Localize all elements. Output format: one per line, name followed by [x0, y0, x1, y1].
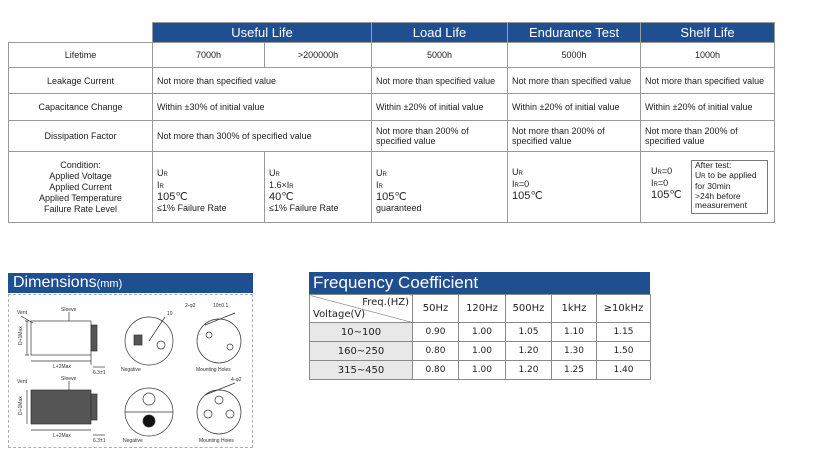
note-line: U [695, 169, 702, 180]
current-subscript: R [289, 183, 294, 190]
current-subscript: R [159, 183, 164, 190]
dimensions-svg [9, 295, 254, 449]
voltage-subscript: R [518, 171, 523, 177]
after-test-note [691, 160, 768, 214]
voltage-equals: =0 [661, 166, 673, 177]
voltage-value: U [376, 167, 383, 178]
temp-value: 105℃ [651, 189, 682, 202]
coefficient-cell: 0.80 [413, 342, 459, 361]
condition-temp-label: Applied Temperature [39, 192, 122, 203]
label-vent-bottom: Vent [17, 379, 28, 385]
current-value: I [376, 179, 379, 190]
condition-useful-b [265, 152, 372, 223]
header-endurance-test: Endurance Test [508, 23, 641, 43]
coefficient-cell: 1.15 [597, 323, 651, 342]
current-subscript: R [514, 183, 519, 189]
coefficient-cell: 1.10 [552, 323, 597, 342]
note-line: After test: [695, 160, 732, 171]
row-label-lifetime: Lifetime [9, 43, 153, 68]
capacitance-load: Within ±20% of initial value [372, 94, 508, 121]
leakage-useful: Not more than specified value [153, 68, 372, 94]
coefficient-cell: 1.00 [459, 323, 506, 342]
label-lmax-top: L+2Max [53, 364, 71, 370]
life-header-row [9, 23, 775, 43]
current-value: I [157, 179, 160, 190]
capacitance-shelf: Within ±20% of initial value [641, 94, 775, 121]
dimensions-title [8, 273, 253, 293]
capacitor-body-top [31, 321, 91, 355]
label-mounting-bottom: Mounting Holes [199, 438, 234, 444]
table-row [9, 68, 775, 94]
condition-current-label: Applied Current [49, 181, 112, 192]
table-row [9, 121, 775, 152]
terminal-negative-top [134, 335, 142, 345]
current-equals: =0 [518, 179, 530, 189]
header-blank [9, 23, 153, 43]
label-dmax-top: D+1Max [18, 326, 24, 345]
current-value: 1.6×I [269, 179, 290, 190]
voltage-subscript: R [163, 171, 168, 178]
lifetime-useful-b: >200000h [265, 43, 372, 68]
rate-value: ≤1% Failure Rate [157, 202, 227, 213]
voltage-range: 160~250 [310, 342, 413, 361]
coefficient-cell: 0.90 [413, 323, 459, 342]
dimensions-unit: (mm) [96, 278, 123, 290]
voltage-subscript: R [275, 171, 280, 178]
note-line: >24h before [695, 190, 741, 201]
column-header: ≥10kHz [597, 295, 651, 323]
column-header: 50Hz [413, 295, 459, 323]
voltage-range: 315~450 [310, 361, 413, 380]
dissipation-load: Not more than 200% of specified value [372, 121, 508, 152]
table-row [9, 152, 775, 223]
coefficient-cell: 1.30 [552, 342, 597, 361]
lifetime-load: 5000h [372, 43, 508, 68]
terminal-block-bottom [91, 394, 97, 420]
table-row [9, 43, 775, 68]
condition-endurance [508, 152, 641, 223]
label-sleeve-top: Sleeve [61, 307, 77, 313]
rate-value: ≤1% Failure Rate [269, 202, 339, 213]
label-negative-top: Negative [121, 367, 141, 373]
label-mounting-top: Mounting Holes [196, 367, 231, 373]
note-line: to be applied [705, 169, 757, 180]
dissipation-endurance: Not more than 200% of specified value [508, 121, 641, 152]
corner-freq-label: Freq.(HZ) [362, 297, 409, 308]
label-lmax-bottom: L+2Max [53, 433, 71, 439]
lifetime-useful-a: 7000h [153, 43, 265, 68]
header-load-life: Load Life [372, 23, 508, 43]
table-row [310, 323, 651, 342]
voltage-subscript: R [657, 170, 662, 177]
temp-value: 105℃ [157, 190, 188, 203]
frequency-table [309, 294, 651, 380]
dissipation-shelf: Not more than 200% of specified value [641, 121, 775, 152]
label-dmax-bottom: D+1Max [18, 396, 24, 415]
coefficient-cell: 0.80 [413, 361, 459, 380]
label-vent-top: Vent [17, 310, 28, 316]
temp-value: 40℃ [269, 190, 294, 203]
label-ten-tol: 10±0.1 [213, 303, 229, 309]
current-subscript: R [653, 182, 658, 189]
coefficient-cell: 1.00 [459, 361, 506, 380]
table-row [310, 342, 651, 361]
condition-load [372, 152, 508, 223]
row-label-capacitance: Capacitance Change [9, 94, 153, 121]
temp-value: 105℃ [512, 190, 543, 202]
voltage-value: U [651, 166, 658, 177]
dissipation-useful: Not more than 300% of specified value [153, 121, 372, 152]
capacitance-endurance: Within ±20% of initial value [508, 94, 641, 121]
condition-voltage-label: Applied Voltage [49, 170, 112, 181]
label-four-phi: 4-φ2 [231, 377, 242, 383]
current-equals: =0 [657, 178, 669, 189]
row-label-dissipation: Dissipation Factor [9, 121, 153, 152]
column-header: 120Hz [459, 295, 506, 323]
label-negative-bottom: Negative [123, 438, 143, 444]
coefficient-cell: 1.20 [506, 361, 552, 380]
label-two-phi: 2-φ2 [185, 303, 196, 309]
lifetime-endurance: 5000h [508, 43, 641, 68]
current-subscript: R [378, 183, 383, 190]
capacitance-useful: Within ±30% of initial value [153, 94, 372, 121]
coefficient-cell: 1.40 [597, 361, 651, 380]
column-header: 500Hz [506, 295, 552, 323]
frequency-title: Frequency Coefficient [309, 272, 650, 294]
header-shelf-life: Shelf Life [641, 23, 775, 43]
dimensions-drawing [8, 294, 253, 448]
dimensions-title-text: Dimensions [13, 274, 97, 291]
rate-value: guaranteed [376, 202, 422, 213]
label-lead-bottom: 6.3±1 [93, 438, 106, 444]
frequency-header-row [310, 295, 651, 323]
voltage-value: U [512, 167, 519, 177]
coefficient-cell: 1.20 [506, 342, 552, 361]
voltage-range: 10~100 [310, 323, 413, 342]
voltage-value: U [269, 167, 276, 178]
mounting-face-top [197, 319, 241, 363]
voltage-value: U [157, 167, 164, 178]
life-table [8, 22, 775, 223]
table-row [9, 94, 775, 121]
capacitor-body-bottom [31, 390, 91, 424]
voltage-subscript: R [382, 171, 387, 178]
note-line: for 30min [695, 181, 731, 192]
leakage-shelf: Not more than specified value [641, 68, 775, 94]
leakage-endurance: Not more than specified value [508, 68, 641, 94]
coefficient-cell: 1.50 [597, 342, 651, 361]
leakage-load: Not more than specified value [372, 68, 508, 94]
note-line: measurement [695, 200, 747, 211]
table-row [310, 361, 651, 380]
coefficient-cell: 1.25 [552, 361, 597, 380]
row-label-leakage: Leakage Current [9, 68, 153, 94]
current-value: I [512, 179, 515, 189]
label-ten: 10 [167, 311, 173, 317]
condition-rate-label: Failure Rate Level [43, 203, 118, 214]
label-lead-top: 6.3±1 [93, 370, 106, 376]
corner-voltage-label: Voltage(V) [313, 309, 366, 320]
lifetime-shelf: 1000h [641, 43, 775, 68]
coefficient-cell: 1.05 [506, 323, 552, 342]
condition-label: Condition: [60, 159, 101, 170]
temp-value: 105℃ [376, 190, 407, 203]
frequency-corner-cell [310, 295, 413, 323]
terminal-block-top [91, 325, 97, 351]
header-useful-life: Useful Life [153, 23, 372, 43]
mounting-face-bottom [197, 390, 241, 434]
note-subscript: R [701, 173, 706, 180]
current-value: I [651, 178, 654, 189]
coefficient-cell: 1.00 [459, 342, 506, 361]
condition-shelf [641, 152, 775, 223]
condition-useful-a [153, 152, 265, 223]
column-header: 1kHz [552, 295, 597, 323]
label-sleeve-bottom: Sleeve [61, 376, 77, 382]
row-label-condition [9, 152, 153, 223]
